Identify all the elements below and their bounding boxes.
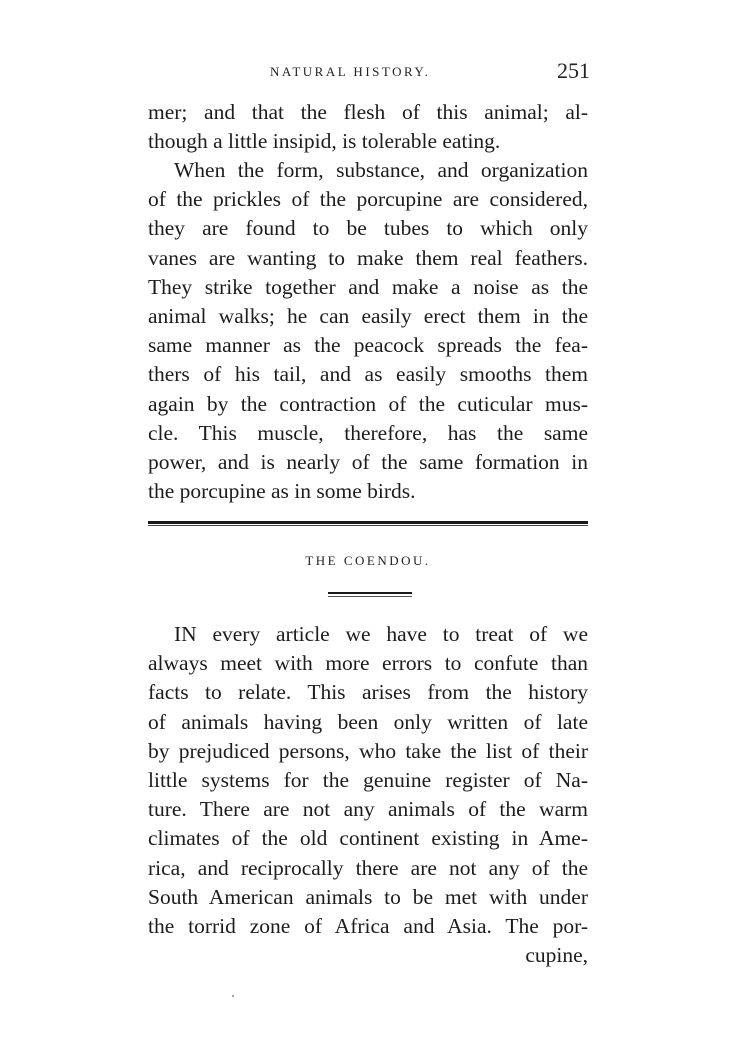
catchword: cupine,: [525, 943, 588, 968]
text-line: they are found to be tubes to which only: [148, 216, 588, 241]
text-line: by prejudiced persons, who take the list of their: [148, 738, 588, 763]
text-line: IN every article we have to treat of we: [174, 622, 588, 646]
page-number: 251: [557, 58, 590, 83]
section-divider-rule: [148, 521, 588, 526]
divider-thick-line: [148, 521, 588, 524]
paragraph-continuation: [148, 98, 588, 156]
text-line: of animals having been only written of late: [148, 709, 588, 734]
text-line: South American animals to be met with under: [148, 884, 588, 909]
running-head: [270, 58, 590, 88]
text-line: rica, and reciprocally there are not any of the: [148, 855, 588, 880]
text-line: animal walks; he can easily erect them in the: [148, 304, 588, 329]
text-line: power, and is nearly of the same formation in: [148, 450, 588, 475]
text-line: vanes are wanting to make them real feathers.: [148, 245, 588, 270]
ornament-line: [328, 592, 412, 594]
text-line: They strike together and make a noise as the: [148, 274, 588, 299]
text-line: same manner as the peacock spreads the fea-: [148, 333, 588, 358]
text-line: When the form, substance, and organization: [174, 158, 588, 182]
text-line: cle. This muscle, therefore, has the same: [148, 420, 588, 445]
text-line: ture. There are not any animals of the warm: [148, 797, 588, 822]
text-line: facts to relate. This arises from the history: [148, 680, 588, 705]
ornament-line: [328, 596, 412, 597]
text-line: the porcupine as in some birds.: [148, 479, 416, 504]
text-line: mer; and that the flesh of this animal; al-: [148, 100, 588, 124]
heading-ornament-rule: [328, 592, 412, 599]
text-line: the torrid zone of Africa and Asia. The por-: [148, 914, 588, 939]
paper-speck: [232, 995, 234, 997]
text-line: thers of his tail, and as easily smooths them: [148, 362, 588, 387]
text-line: again by the contraction of the cuticular mus-: [148, 391, 588, 416]
paragraph-prickles: [148, 156, 588, 506]
paragraph-coendou: [148, 620, 588, 970]
text-line: always meet with more errors to confute than: [148, 651, 588, 676]
section-heading: THE COENDOU.: [305, 553, 431, 568]
text-line: climates of the old continent existing in Ame-: [148, 826, 588, 851]
divider-thin-line: [148, 525, 588, 526]
running-title: NATURAL HISTORY.: [270, 64, 431, 79]
text-line: though a little insipid, is tolerable eating.: [148, 129, 501, 154]
text-line: of the prickles of the porcupine are considered,: [148, 187, 588, 212]
text-line: little systems for the genuine register of Na-: [148, 768, 588, 793]
